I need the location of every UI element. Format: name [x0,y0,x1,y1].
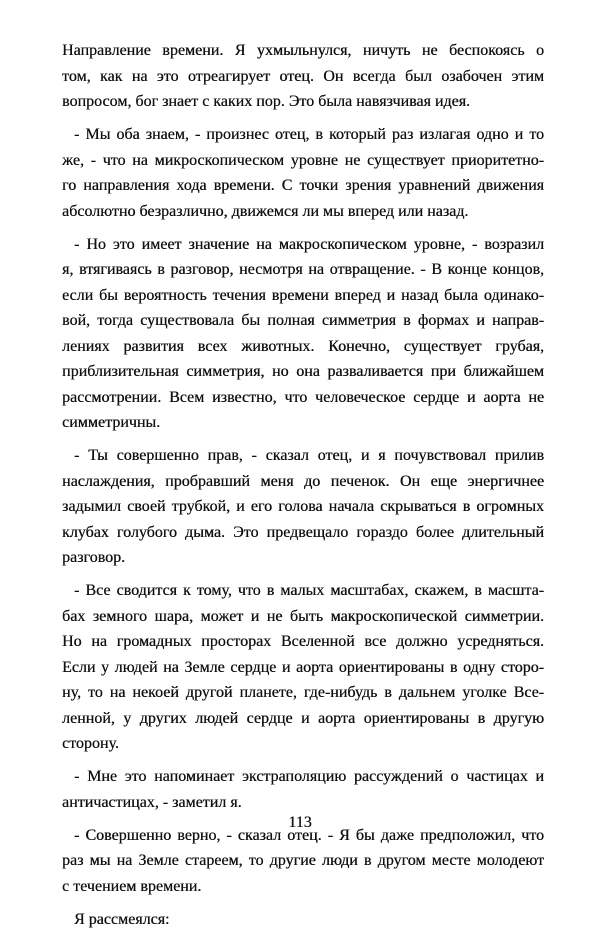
paragraph [62,232,544,436]
text-line: наслаждения, пробравший меня до печенок. Он еще энергичнее [62,472,544,490]
paragraph [62,823,544,900]
paragraph [62,443,544,571]
paragraph [62,38,544,115]
text-line: вой, тогда существовала бы полная симметрия в формах и направ- [62,312,544,329]
paragraph [62,907,544,933]
text-line: - Совершенно верно, - сказал отец. - Я бы даже предположил, что [74,826,544,844]
text-line: античастицах, - заметил я. [62,793,242,811]
text-line: том, как на это отреагирует отец. Он всегда был озабочен этим [62,67,544,85]
text-line: ленной, у других людей сердце и аорта ориентированы в другую [62,709,544,727]
text-line: рассмотрении. Всем известно, что человеческое сердце и аорта не [62,388,544,406]
text-line: сторону. [62,735,119,752]
text-line: клубах голубого дыма. Это предвещало гораздо более длительный [62,523,544,541]
text-line: раз мы на Земле стареем, то другие люди в другом месте молодеют [62,852,544,869]
text-line: - Ты совершенно прав, - сказал отец, и я почувствовал прилив [74,447,544,464]
text-line: - Мне это напоминает экстраполяцию рассуждений о частицах и [74,768,544,785]
text-line: Направление времени. Я ухмыльнулся, ничуть не беспокоясь о [62,42,544,59]
text-line: Но на громадных просторах Вселенной все должно усредняться. [62,633,544,650]
text-line: бах земного шара, может и не быть макроскопической симметрии. [62,607,544,625]
paragraph [62,764,544,815]
paragraph [62,578,544,757]
text-line: приблизительная симметрия, но она разваливается при ближайшем [62,363,544,380]
text-line: Я рассмеялся: [74,910,170,928]
text-line: Если у людей на Земле сердце и аорта ориентированы в одну сторо- [62,658,544,676]
text-line: ну, то на некоей другой планете, где-нибудь в дальнем уголке Все- [62,684,544,701]
text-line: разговор. [62,549,126,566]
text-line: задымил своей трубкой, и его голова начала скрываться в огромных [62,498,544,515]
text-line: вопросом, бог знает с каких пор. Это была навязчивая идея. [62,93,471,110]
text-line: го направления хода времени. С точки зрения уравнений движения [62,177,544,194]
text-line: абсолютно безразлично, движемся ли мы вперед или назад. [62,202,469,220]
text-line: я, втягиваясь в разговор, несмотря на отвращение. - В конце концов, [62,261,544,278]
text-line: - Все сводится к тому, что в малых масштабах, скажем, в масшта- [74,582,544,599]
text-line: - Но это имеет значение на макроскопическом уровне, - возразил [74,235,544,253]
book-page-text [62,38,544,940]
page-number: 113 [288,814,312,831]
text-line: лениях развития всех животных. Конечно, существует грубая, [62,337,544,355]
paragraph [62,122,544,224]
text-line: - Мы оба знаем, - произнес отец, в который раз излагая одно и то [74,126,544,143]
text-line: если бы вероятность течения времени вперед и назад была одинако- [62,286,544,304]
text-line: с течением времени. [62,877,202,895]
text-line: симметричны. [62,414,161,431]
text-line: же, - что на микроскопическом уровне не существует приоритетно- [62,151,544,169]
